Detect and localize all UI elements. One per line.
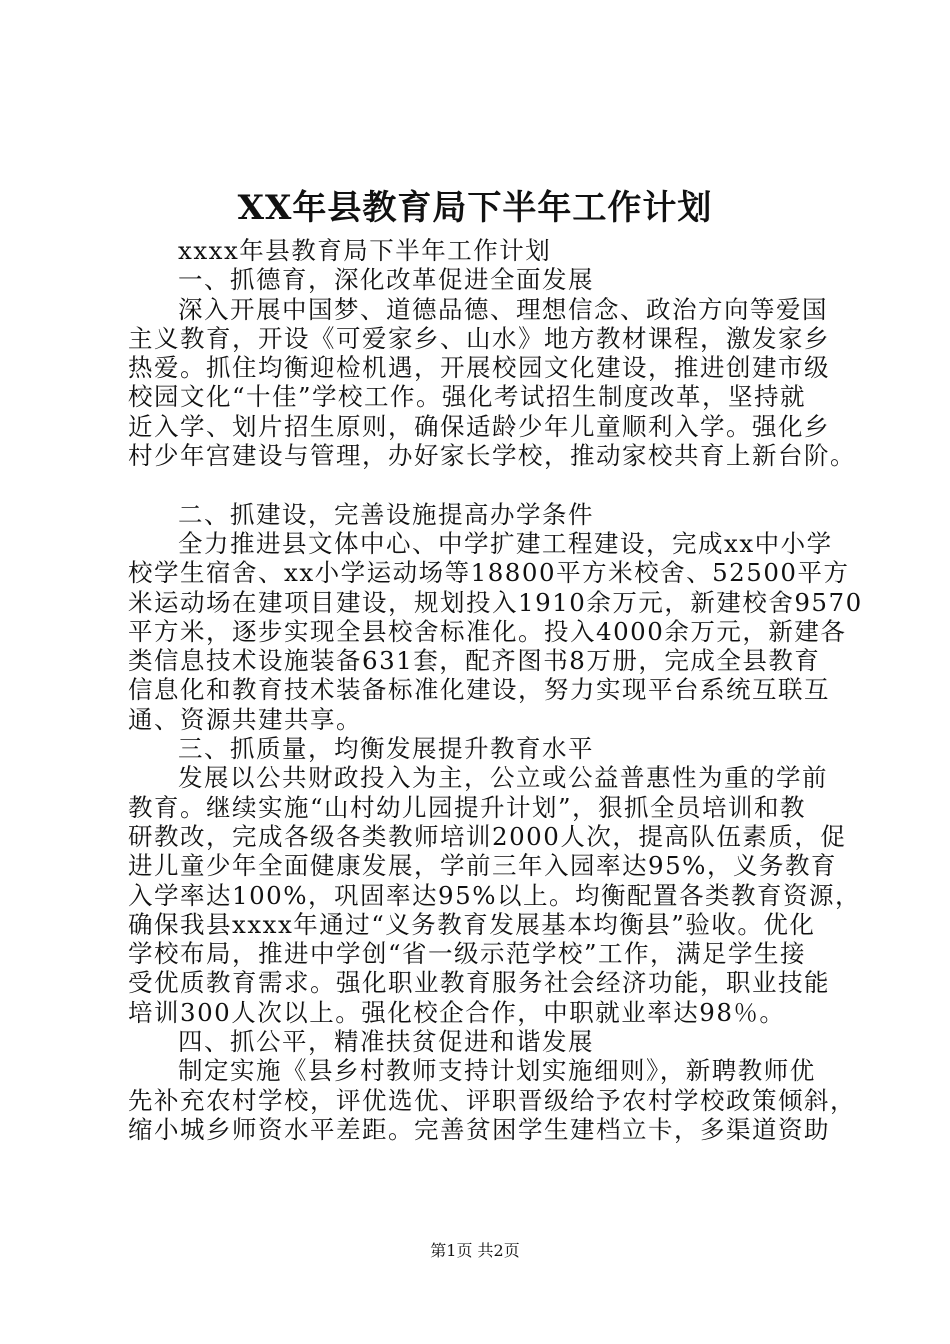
document-title: XX年县教育局下半年工作计划: [237, 188, 713, 228]
section-heading: 三、抓质量，均衡发展提升教育水平: [178, 734, 594, 764]
paragraph-line: 近入学、划片招生原则，确保适龄少年儿童顺利入学。强化乡: [128, 411, 830, 441]
paragraph-line: 通、资源共建共享。: [128, 704, 362, 734]
document-body: [128, 236, 863, 1144]
paragraph-line: 确保我县xxxx年通过“义务教育发展基本均衡县”验收。优化: [128, 909, 816, 939]
paragraph-line: 进儿童少年全面健康发展，学前三年入园率达95%，义务教育: [128, 851, 837, 881]
blank-line: [128, 470, 848, 499]
section-heading: 二、抓建设，完善设施提高办学条件: [178, 499, 594, 529]
paragraph-line: 入学率达100%，巩固率达95%以上。均衡配置各类教育资源，: [128, 880, 861, 910]
paragraph-line: 教育。继续实施“山村幼儿园提升计划”，狠抓全员培训和教: [128, 792, 807, 822]
subtitle-line: xxxx年县教育局下半年工作计划: [178, 236, 552, 265]
paragraph-line: 受优质教育需求。强化职业教育服务社会经济功能，职业技能: [128, 968, 830, 998]
page-number-footer: 第1页 共2页: [430, 1241, 520, 1260]
paragraph-line: 全力推进县文体中心、中学扩建工程建设，完成xx中小学: [178, 528, 833, 558]
paragraph-line: 米运动场在建项目建设，规划投入1910余万元，新建校舍9570: [128, 587, 863, 617]
paragraph-line: 校园文化“十佳”学校工作。强化考试招生制度改革，坚持就: [128, 382, 807, 412]
paragraph-line: 主义教育，开设《可爱家乡、山水》地方教材课程，激发家乡: [128, 323, 830, 353]
paragraph-line: 制定实施《县乡村教师支持计划实施细则》，新聘教师优: [178, 1056, 816, 1086]
paragraph-line: 学校布局，推进中学创“省一级示范学校”工作，满足学生接: [128, 939, 807, 969]
paragraph-line: 发展以公共财政投入为主，公立或公益普惠性为重的学前: [178, 763, 828, 793]
paragraph-line: 培训300人次以上。强化校企合作，中职就业率达98％。: [128, 997, 786, 1027]
paragraph-line: 村少年宫建设与管理，办好家长学校，推动家校共育上新台阶。: [128, 441, 856, 471]
paragraph-line: 先补充农村学校，评优选优、评职晋级给予农村学校政策倾斜，: [128, 1085, 856, 1115]
section-heading: 四、抓公平，精准扶贫促进和谐发展: [178, 1027, 594, 1057]
paragraph-line: 平方米，逐步实现全县校舍标准化。投入4000余万元，新建各: [128, 616, 847, 646]
paragraph-line: 校学生宿舍、xx小学运动场等18800平方米校舍、52500平方: [128, 558, 850, 588]
section-heading: 一、抓德育，深化改革促进全面发展: [178, 265, 594, 295]
paragraph-line: 缩小城乡师资水平差距。完善贫困学生建档立卡，多渠道资助: [128, 1114, 830, 1144]
paragraph-line: 热爱。抓住均衡迎检机遇，开展校园文化建设，推进创建市级: [128, 353, 830, 383]
paragraph-line: 类信息技术设施装备631套，配齐图书8万册，完成全县教育: [128, 646, 821, 676]
paragraph-line: 深入开展中国梦、道德品德、理想信念、政治方向等爱国: [178, 294, 828, 324]
paragraph-line: 研教改，完成各级各类教师培训2000人次，提高队伍素质，促: [128, 821, 847, 851]
paragraph-line: 信息化和教育技术装备标准化建设，努力实现平台系统互联互: [128, 675, 830, 705]
